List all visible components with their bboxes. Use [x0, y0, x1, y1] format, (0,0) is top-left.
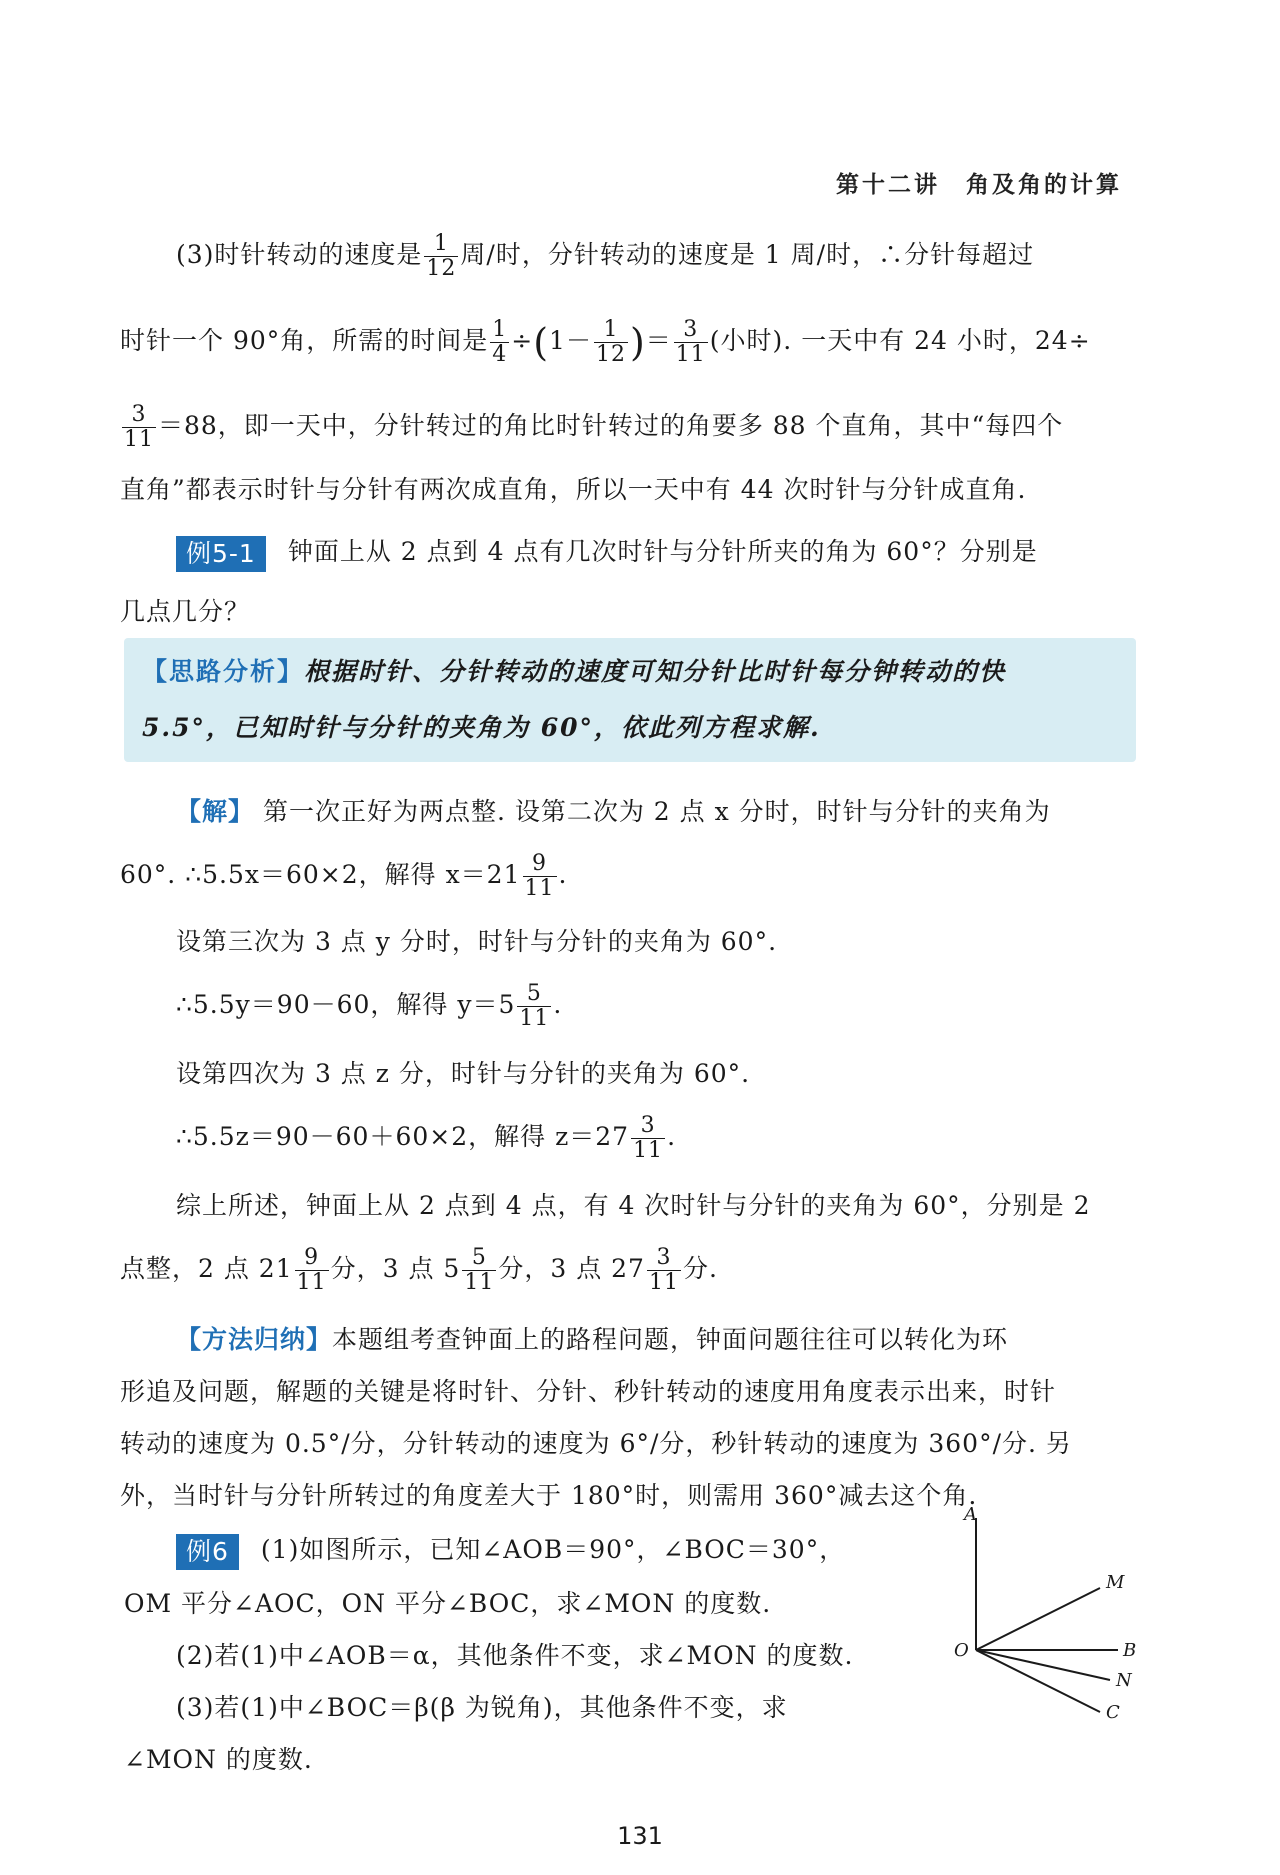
analysis-label: 【思路分析】 [142, 657, 305, 686]
example-5-1 [176, 532, 1186, 572]
fraction: $\frac{3}{11}$ [633, 1113, 664, 1163]
fraction: $\frac{3}{11}$ [124, 402, 154, 452]
fraction: $\frac{5}{11}$ [464, 1245, 495, 1295]
text: ＝88，即一天中，分针转过的角比时针转过的角要多 88 个直角，其中“每四个 [158, 411, 1064, 440]
label-m: M [1106, 1572, 1125, 1593]
solution-line-4: ∴5.5y＝90－60，解得 y＝5 $\frac{5}{11}$ . [176, 981, 563, 1031]
label-o: O [954, 1640, 969, 1661]
solution-line-5: 设第四次为 3 点 z 分，时针与分针的夹角为 60°. [176, 1059, 751, 1088]
label-n: N [1116, 1670, 1132, 1691]
label-c: C [1106, 1702, 1120, 1720]
text: (1)如图所示，已知∠AOB＝90°，∠BOC＝30°， [260, 1535, 846, 1564]
p3-line-1 [176, 232, 1186, 281]
text: 分. [682, 1254, 718, 1283]
analysis-line-1 [142, 652, 1152, 692]
label-a: A [964, 1504, 977, 1525]
ray-on [976, 1650, 1110, 1680]
example-5-1-line-2: 几点几分？ [120, 597, 251, 626]
text: 分，3 点 5 [330, 1254, 461, 1283]
text: (小时). 一天中有 24 小时，24÷ [709, 326, 1091, 355]
angle-figure [930, 1500, 1140, 1720]
page-number: 131 [617, 1822, 663, 1850]
text: 周/时，分针转动的速度是 1 周/时，∴分针每超过 [460, 240, 1035, 269]
text: 时针一个 90°角，所需的时间是 [120, 326, 489, 355]
text: ∴5.5z＝90－60＋60×2，解得 z＝27 [176, 1122, 630, 1151]
fraction: $\frac{3}{11}$ [648, 1245, 679, 1295]
example-tag: 例5-1 [176, 536, 266, 572]
text: ÷ [511, 326, 534, 355]
fraction: $\frac{1}{12}$ [426, 231, 457, 281]
text: 60°. ∴5.5x＝60×2，解得 x＝21 [120, 860, 521, 889]
text: 1－ [549, 326, 592, 355]
text: 根据时针、分针转动的速度可知分针比时针每分钟转动的快 [304, 657, 1007, 686]
solution-line-6: ∴5.5z＝90－60＋60×2，解得 z＝27 $\frac{3}{11}$ . [176, 1113, 677, 1163]
method-line-3: 转动的速度为 0.5°/分，分针转动的速度为 6°/分，秒针转动的速度为 360°/分. 另 [120, 1429, 1072, 1458]
solution-label: 【解】 [176, 797, 255, 826]
p3-line-4: 直角”都表示时针与分针有两次成直角，所以一天中有 44 次时针与分针成直角. [120, 475, 1027, 504]
ray-om [976, 1588, 1100, 1650]
analysis-line-2: 5.5°，已知时针与分针的夹角为 60°，依此列方程求解. [142, 713, 821, 742]
solution-line-2: 60°. ∴5.5x＝60×2，解得 x＝21 $\frac{9}{11}$ . [120, 851, 568, 901]
solution-line-8 [120, 1246, 1130, 1295]
solution-line-7: 综上所述，钟面上从 2 点到 4 点，有 4 次时针与分针的夹角为 60°，分别是 2 [176, 1191, 1091, 1220]
text: ＝ [645, 326, 672, 355]
ray-oc [976, 1650, 1100, 1712]
example-tag: 例6 [176, 1534, 239, 1570]
p3-line-3 [120, 403, 1130, 452]
example-6-line-5: ∠MON 的度数. [124, 1745, 313, 1774]
text: 第一次正好为两点整. 设第二次为 2 点 x 分时，时针与分针的夹角为 [262, 797, 1051, 826]
method-label: 【方法归纳】 [176, 1325, 333, 1354]
fraction: $\frac{1}{4}$ [492, 317, 508, 367]
fraction: $\frac{3}{11}$ [675, 317, 706, 367]
text: ∴5.5y＝90－60，解得 y＝5 [176, 990, 516, 1019]
fraction: $\frac{1}{12}$ [595, 317, 626, 367]
fraction: $\frac{9}{11}$ [296, 1245, 327, 1295]
fraction: $\frac{5}{11}$ [519, 981, 550, 1031]
method-line-4: 外，当时针与分针所转过的角度差大于 180°时，则需用 360°减去这个角. [120, 1481, 978, 1510]
label-b: B [1123, 1640, 1137, 1661]
p3-line-2: 时针一个 90°角，所需的时间是 $\frac{1}{4}$ ÷(1－ $\frac{1}{12}$ )＝ $\frac{3}{11}$ (小时). 一天中有 24 小时，24÷ [120, 317, 1091, 367]
chapter-header: 第十二讲 角及角的计算 [836, 172, 1122, 198]
text: 本题组考查钟面上的路程问题，钟面问题往往可以转化为环 [332, 1325, 1009, 1354]
text: 钟面上从 2 点到 4 点有几次时针与分针所夹的角为 60°？分别是 [287, 537, 1038, 566]
example-6-line-2: OM 平分∠AOC，ON 平分∠BOC，求∠MON 的度数. [124, 1589, 772, 1618]
analysis-box [124, 638, 1136, 762]
method-line-1 [176, 1320, 1186, 1360]
example-6-line-3: (2)若(1)中∠AOB＝α，其他条件不变，求∠MON 的度数. [176, 1641, 854, 1670]
fraction: $\frac{9}{11}$ [524, 851, 555, 901]
solution-line-3: 设第三次为 3 点 y 分时，时针与分针的夹角为 60°. [176, 927, 778, 956]
solution-line-1 [176, 792, 1186, 832]
text: 点整，2 点 21 [120, 1254, 293, 1283]
example-6-line-1 [176, 1530, 936, 1570]
text: 分，3 点 27 [498, 1254, 645, 1283]
method-line-2: 形追及问题，解题的关键是将时针、分针、秒针转动的速度用角度表示出来，时针 [120, 1377, 1057, 1406]
example-6-line-4: (3)若(1)中∠BOC＝β(β 为锐角)，其他条件不变，求 [176, 1693, 788, 1722]
text: (3)时针转动的速度是 [176, 240, 423, 269]
